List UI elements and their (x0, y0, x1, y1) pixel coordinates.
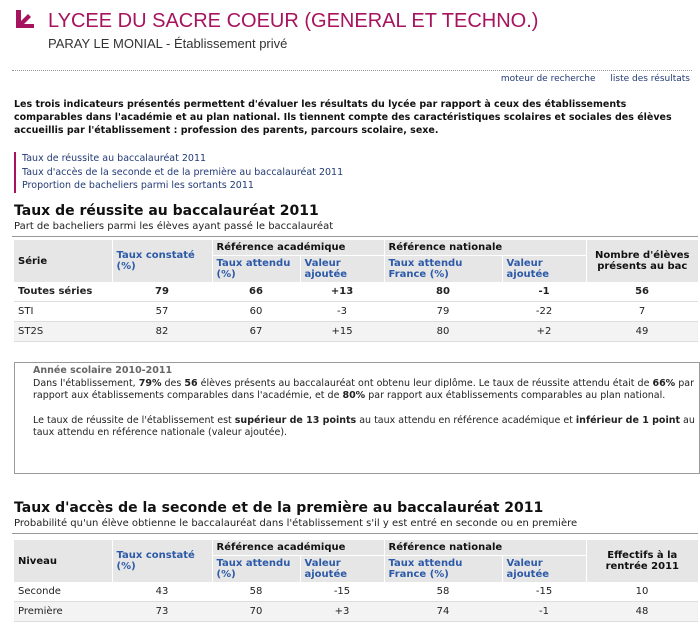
col-acad-va: Valeur ajoutée (300, 256, 384, 283)
table-cell: 79 (112, 282, 212, 302)
row-label: Toutes séries (14, 282, 112, 302)
col-nat-taux: Taux attendu France (%) (384, 556, 502, 583)
table-cell: +13 (300, 282, 384, 302)
grp-ref-academique: Référence académique (212, 540, 384, 556)
table-cell: 70 (212, 602, 300, 622)
row-label: Première (14, 602, 112, 622)
col-nat-va: Valeur ajoutée (502, 256, 586, 283)
table-cell: 60 (212, 302, 300, 322)
table-row (14, 582, 698, 602)
table-row (14, 602, 698, 622)
header-divider (12, 70, 692, 71)
table-cell: -22 (502, 302, 586, 322)
col-serie: Série (14, 240, 112, 282)
result-explanation-box (14, 362, 700, 474)
table-cell: -1 (502, 602, 586, 622)
page-subtitle: PARAY LE MONIAL - Établissement privé (48, 36, 288, 51)
col-acad-taux: Taux attendu (%) (212, 556, 300, 583)
col-effectifs: Effectifs à la rentrée 2011 (586, 540, 698, 582)
row-label: STI (14, 302, 112, 322)
results-list-link[interactable]: liste des résultats (610, 74, 690, 84)
access-table (14, 540, 698, 622)
school-year: Année scolaire 2010-2011 (33, 365, 173, 376)
table-cell: -3 (300, 302, 384, 322)
row-label: ST2S (14, 322, 112, 342)
table-cell: 82 (112, 322, 212, 342)
grp-ref-nationale: Référence nationale (384, 540, 586, 556)
grp-ref-academique: Référence académique (212, 240, 384, 256)
arrow-down-right-icon (14, 8, 36, 30)
table-cell: +2 (502, 322, 586, 342)
table-row (14, 282, 698, 302)
grp-ref-nationale: Référence nationale (384, 240, 586, 256)
top-links (489, 74, 690, 84)
table-cell: 66 (212, 282, 300, 302)
table-cell: 80 (384, 282, 502, 302)
table-cell: -15 (300, 582, 384, 602)
col-acad-va: Valeur ajoutée (300, 556, 384, 583)
col-nat-taux: Taux attendu France (%) (384, 256, 502, 283)
table-cell: 74 (384, 602, 502, 622)
table-row (14, 302, 698, 322)
table-cell: 80 (384, 322, 502, 342)
table-cell: 48 (586, 602, 698, 622)
table-cell: 67 (212, 322, 300, 342)
col-taux-constate: Taux constaté (%) (112, 240, 212, 282)
table-cell: 58 (212, 582, 300, 602)
table-cell: 79 (384, 302, 502, 322)
section2-desc: Probabilité qu'un élève obtienne le baccalauréat dans l'établissement s'il y est entré en seconde ou en première (14, 518, 578, 529)
col-taux-constate: Taux constaté (%) (112, 540, 212, 582)
table-row (14, 322, 698, 342)
table-cell: 73 (112, 602, 212, 622)
menu-link-reussite[interactable]: Taux de réussite au baccalauréat 2011 (22, 153, 207, 164)
col-nombre-eleves: Nombre d'élèves présents au bac (586, 240, 698, 282)
table-cell: 43 (112, 582, 212, 602)
search-engine-link[interactable]: moteur de recherche (500, 74, 596, 84)
table-cell: -15 (502, 582, 586, 602)
table-cell: +15 (300, 322, 384, 342)
explanation-paragraph-2: Le taux de réussite de l'établissement est supérieur de 13 points au taux attendu en référence académique et inférieur de 1 point au taux attendu en référence nationale (valeur ajoutée). (33, 414, 695, 438)
section1-title: Taux de réussite au baccalauréat 2011 (14, 203, 319, 219)
row-label: Seconde (14, 582, 112, 602)
table-cell: 57 (112, 302, 212, 322)
table-cell: 58 (384, 582, 502, 602)
section1-divider (12, 236, 698, 237)
page-title: LYCEE DU SACRE COEUR (GENERAL ET TECHNO.) (48, 10, 539, 32)
results-table (14, 240, 698, 342)
intro-text: Les trois indicateurs présentés permettent d'évaluer les résultats du lycée par rapport à ceux des établissements comparables dans l'académie et au plan national. Ils tiennent compte des caractéristiques scolaires et sociales des élèves accueillis par l'établissement : profession des parents, parcours scolaire, sexe. (14, 99, 672, 136)
table-cell: +3 (300, 602, 384, 622)
table-cell: 49 (586, 322, 698, 342)
col-nat-va: Valeur ajoutée (502, 556, 586, 583)
col-niveau: Niveau (14, 540, 112, 582)
section2-divider (12, 533, 698, 534)
section1-desc: Part de bacheliers parmi les élèves ayant passé le baccalauréat (14, 221, 334, 232)
section-menu (14, 152, 343, 193)
table-cell: 7 (586, 302, 698, 322)
section2-title: Taux d'accès de la seconde et de la première au baccalauréat 2011 (14, 500, 544, 516)
table-cell: -1 (502, 282, 586, 302)
table-cell: 56 (586, 282, 698, 302)
explanation-paragraph-1: Dans l'établissement, 79% des 56 élèves présents au baccalauréat ont obtenu leur diplôme. Le taux de réussite attendu était de 66% par rapport aux établissements comparables dans l'académie, et de 80% par rapport aux établissements comparables au plan national. (33, 377, 694, 401)
menu-link-acces[interactable]: Taux d'accès de la seconde et de la première au baccalauréat 2011 (22, 166, 344, 178)
menu-link-proportion[interactable]: Proportion de bacheliers parmi les sortants 2011 (22, 180, 254, 191)
col-acad-taux: Taux attendu (%) (212, 256, 300, 283)
table-cell: 10 (586, 582, 698, 602)
